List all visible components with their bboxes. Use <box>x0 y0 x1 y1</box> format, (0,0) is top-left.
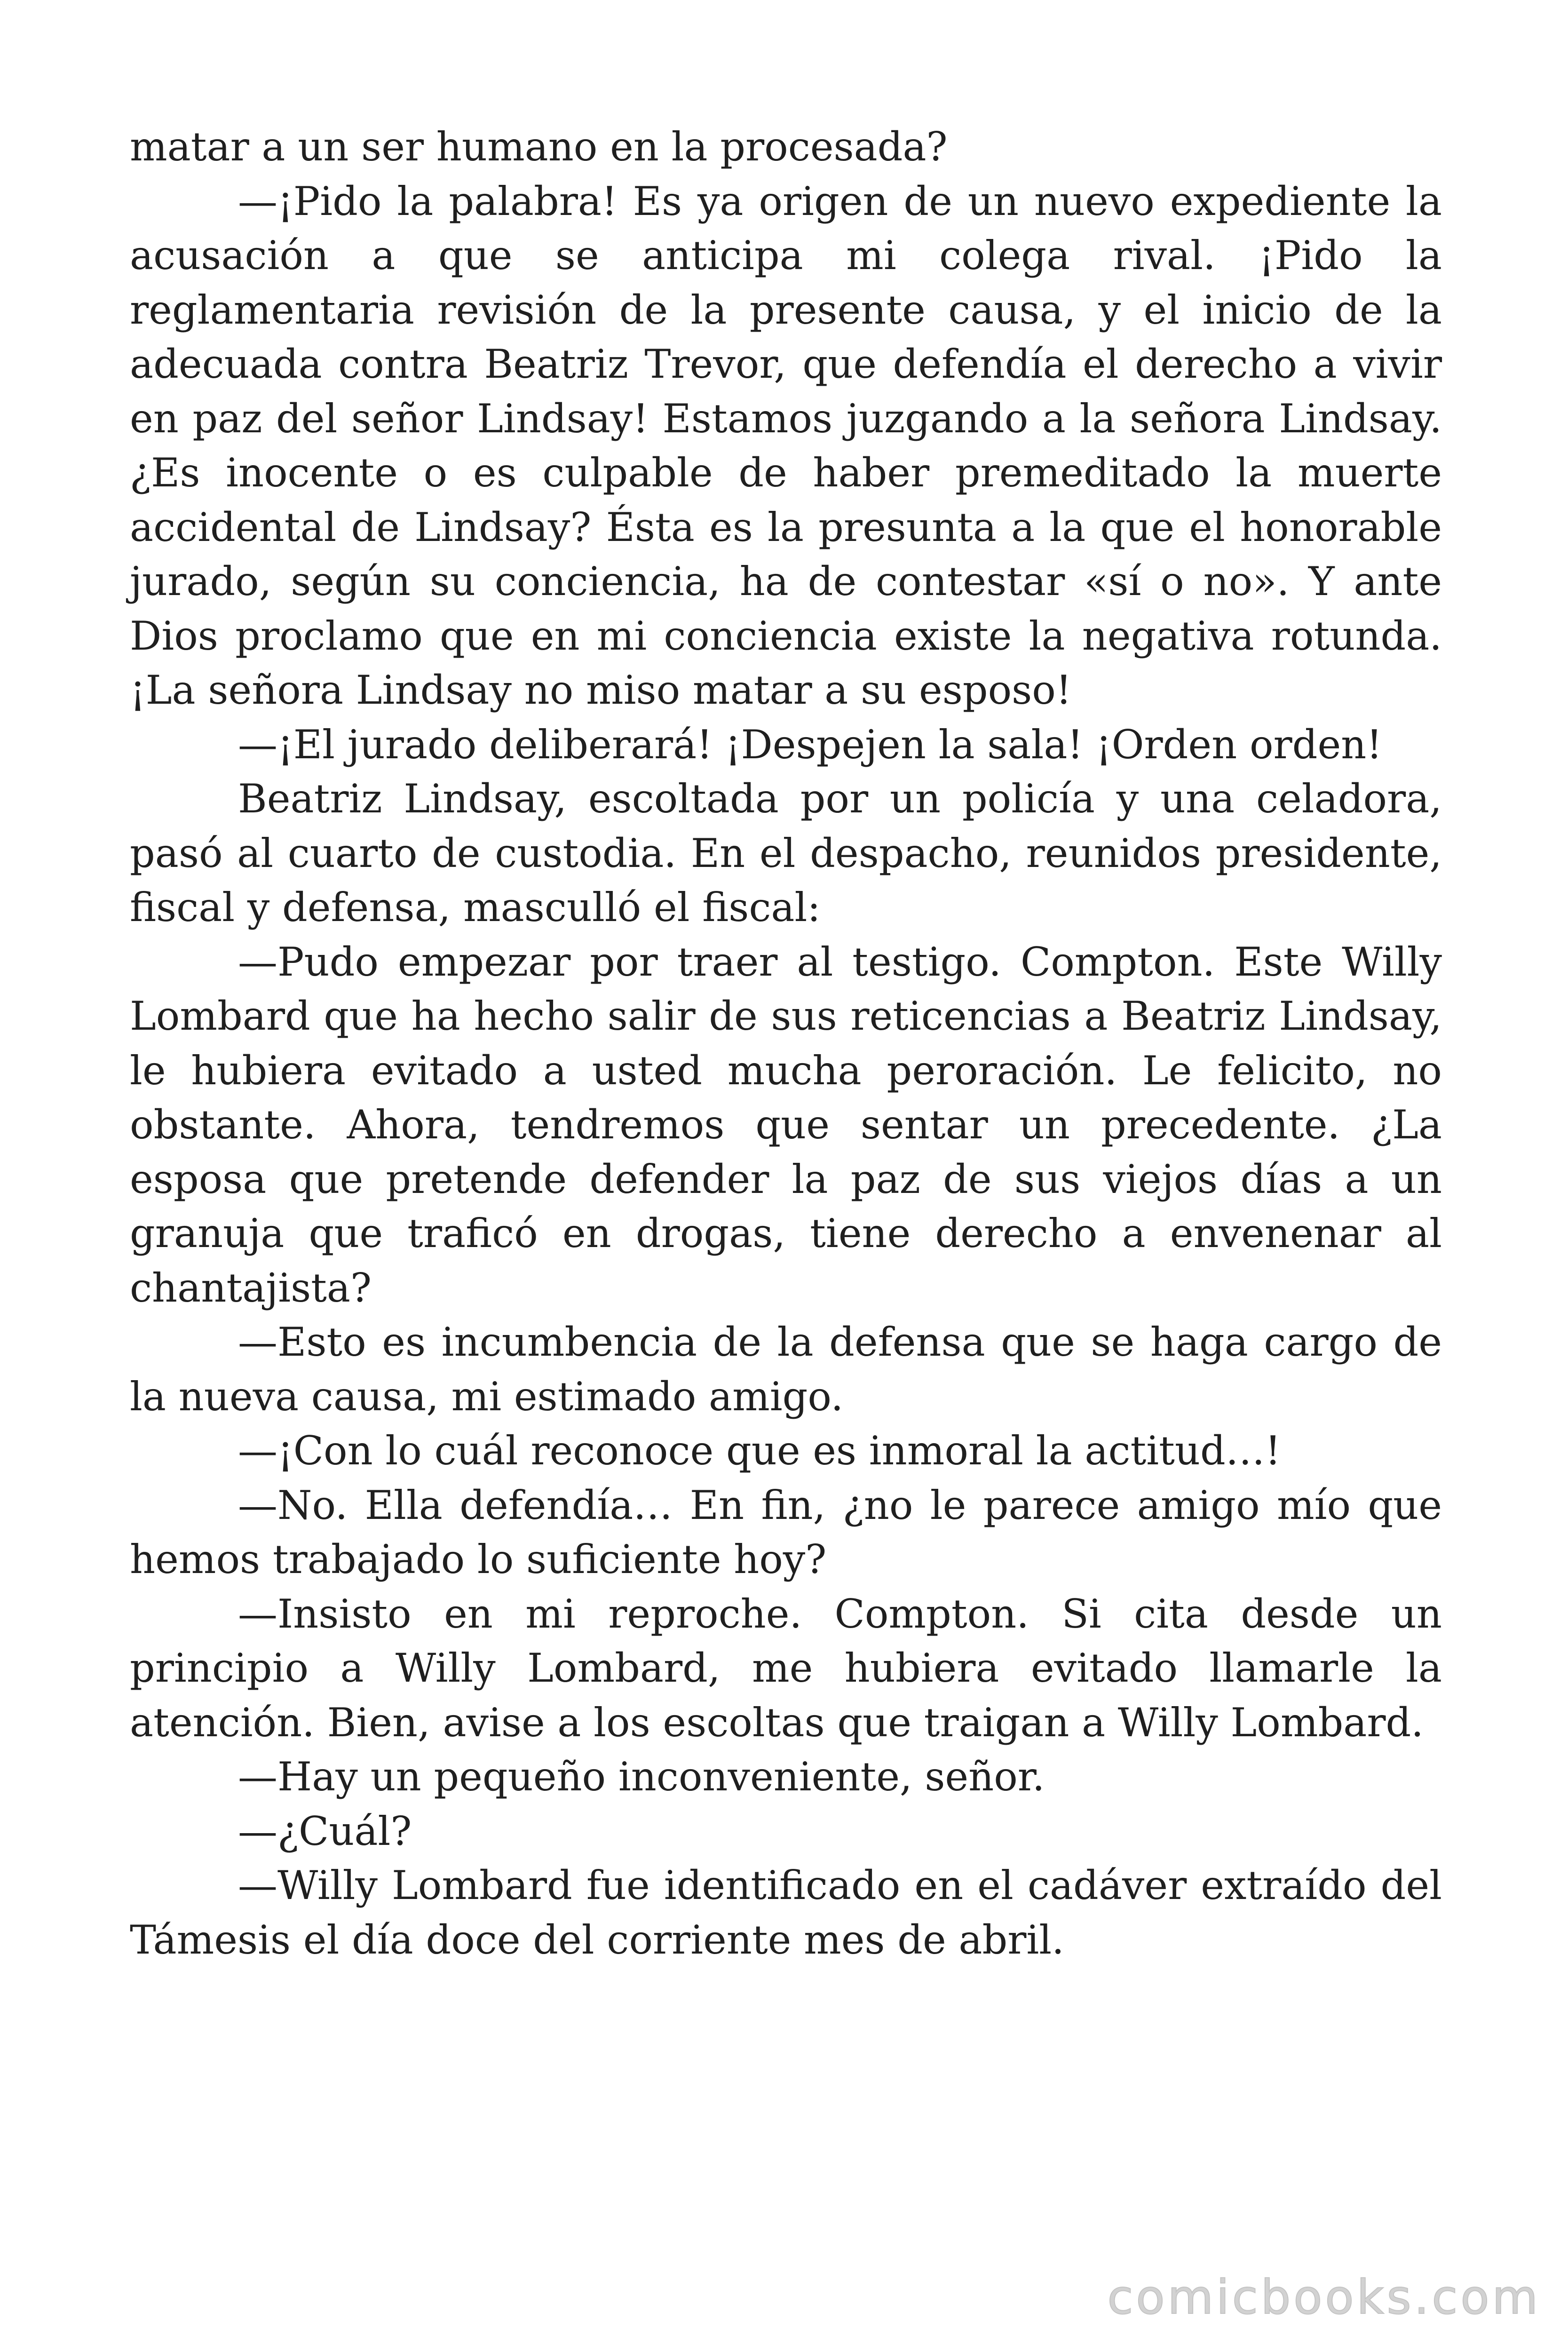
paragraph: —¿Cuál? <box>238 1808 412 1854</box>
paragraph: —¡Con lo cuál reconoce que es inmoral la actitud…! <box>238 1428 1281 1474</box>
paragraph: —Pudo empezar por traer al testigo. Compton. Este Willy Lombard que ha hecho salir de sus reticencias a Beatriz Lindsay, le hubiera evitado a usted mucha peroración. Le felicito, no obstante. Ahora, tendremos que sentar un precedente. ¿La esposa que pretende defender la paz de sus viejos días a un granuja que traficó en drogas, tiene derecho a envenenar al chantajista? <box>130 938 1442 1311</box>
body-text <box>130 120 1442 1967</box>
paragraph: —No. Ella defendía… En fin, ¿no le parece amigo mío que hemos trabajado lo suficiente hoy? <box>130 1482 1442 1582</box>
paragraph: —¡El jurado deliberará! ¡Despejen la sala! ¡Orden orden! <box>238 721 1383 768</box>
paragraph: —¡Pido la palabra! Es ya origen de un nuevo expediente la acusación a que se anticipa mi colega rival. ¡Pido la reglamentaria revisión de la presente causa, y el inicio de la adecuada contra Beatriz Trevor, que defendía el derecho a vivir en paz del señor Lindsay! Estamos juzgando a la señora Lindsay. ¿Es inocente o es culpable de haber premeditado la muerte accidental de Lindsay? Ésta es la presunta a la que el honorable jurado, según su conciencia, ha de contestar «sí o no». Y ante Dios proclamo que en mi conciencia existe la negativa rotunda. ¡La señora Lindsay no miso matar a su esposo! <box>130 178 1442 713</box>
paragraph: —Willy Lombard fue identificado en el cadáver extraído del Támesis el día doce del corriente mes de abril. <box>130 1862 1442 1963</box>
paragraph: —Esto es incumbencia de la defensa que se haga cargo de la nueva causa, mi estimado amigo. <box>130 1319 1442 1420</box>
paragraph: Beatriz Lindsay, escoltada por un policía y una celadora, pasó al cuarto de custodia. En el despacho, reunidos presidente, fiscal y defensa, masculló el fiscal: <box>130 776 1442 930</box>
paragraph: —Insisto en mi reproche. Compton. Si cita desde un principio a Willy Lombard, me hubiera evitado llamarle la atención. Bien, avise a los escoltas que traigan a Willy Lombard. <box>130 1590 1442 1746</box>
paragraph: matar a un ser humano en la procesada? <box>130 124 948 170</box>
watermark: comicbooks.com <box>1107 2270 1541 2325</box>
paragraph: —Hay un pequeño inconveniente, señor. <box>238 1754 1045 1800</box>
